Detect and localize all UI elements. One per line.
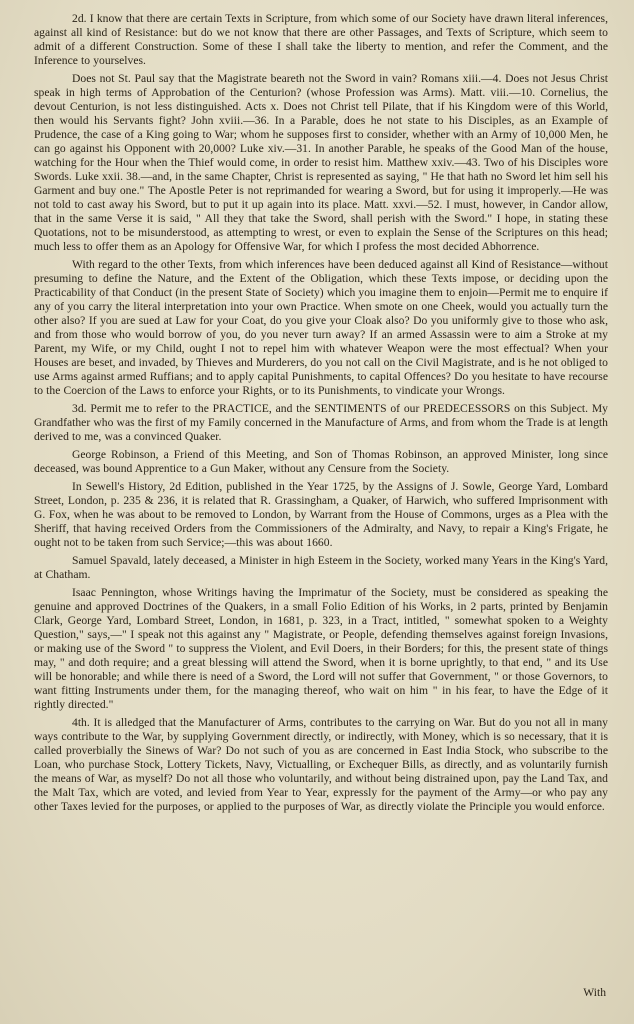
paragraph-george-robinson: George Robinson, a Friend of this Meeting, and Son of Thomas Robinson, an approved Minister, long since deceased, was bound Apprentice to a Gun Maker, without any Censure from the Society. bbox=[34, 448, 608, 475]
paragraph-other-texts: With regard to the other Texts, from which inferences have been deduced against all Kind of Resistance—without presuming to define the Nature, and the Extent of the Obligation, which these Texts impose, or deciding upon the Practicability of that Conduct (in the present State of Society) which you imagine them to enjoin—Permit me to enquire if any of you carry the literal interpretation into your own Practice. When smote on one Cheek, would you actually turn the other also? If you are sued at Law for your Coat, do you give your Cloak also? Do you uniformly give to those who ask, and from those who would borrow of you, do you never turn away? If an armed Assassin were to aim a Stroke at my Parent, my Wife, or my Child, ought I not to repel him with whatever Weapon were the most effectual? When your Houses are beset, and invaded, by Thieves and Murderers, do you not call on the Civil Magistrate, and is he not obliged to use Arms against armed Ruffians; and to apply capital Punishments, to capital Offences? Do you hesitate to have recourse to the Coercion of the Laws to enforce your Rights, or to its Punishments, to vindicate your Wrongs. bbox=[34, 258, 608, 397]
paragraph-second-point: 2d. I know that there are certain Texts in Scripture, from which some of our Society have drawn literal inferences, against all kind of Resistance: but do we not know that there are other Passages, and Texts of Scripture, which seem to admit of a different Construction. Some of these I shall take the liberty to mention, and refer the Comment, and the Inference to yourselves. bbox=[34, 12, 608, 67]
paragraph-fourth-point: 4th. It is alledged that the Manufacturer of Arms, contributes to the carrying on War. But do you not all in many ways contribute to the War, by supplying Government directly, or indirectly, with Money, which is so necessary, that it is called proverbially the Sinews of War? Do not such of you as are concerned in East India Stock, who subscribe to the Loan, who purchase Stock, Lottery Tickets, Navy, Victualling, or Exchequer Bills, as directly, and as voluntarily furnish the means of War, as myself? Do not all those who voluntarily, and without being distrained upon, pay the Land Tax, and the Malt Tax, which are voted, and levied from Year to Year, expressly for the payment of the Army—or who pay any other Taxes levied for the purposes, or applied to the purposes of War, as directly violate the Principle you would enforce. bbox=[34, 716, 608, 813]
paragraph-scripture-examples: Does not St. Paul say that the Magistrate beareth not the Sword in vain? Romans xiii.—4. Does not Jesus Christ speak in high terms of Approbation of the Centurion? (whose Profession was Arms). Matt. viii.—10. Cornelius, the devout Centurion, is not less distinguished. Acts x. Does not Christ tell Pilate, that if his Kingdom were of this World, then would his Servants fight? John xviii.—36. In a Parable, does he not state to his Disciples, as an Example of Prudence, the case of a King going to War; whom he supposes first to consider, whether with an Army of 10,000 Men, he can go against his Opponent with 20,000? Luke xiv.—31. In another Parable, he speaks of the Good Man of the house, watching for the Hour when the Thief would come, in order to resist him. Matthew xxiv.—43. Two of his Disciples wore Swords. Luke xxii. 38.—and, in the same Chapter, Christ is represented as saying, " He that hath no Sword let him sell his Garment and buy one." The Apostle Peter is not reprimanded for wearing a Sword, but for using it improperly.—He was not told to cast away his Sword, but to put it up again into its place. Matt. xxvi.—52. I must, however, in Candor allow, that in the same Verse it is said, " All they that take the Sword, shall perish with the Sword." I hope, in stating these Quotations, not to be misunderstood, as attempting to wrest, or even to explain the Sense of the Scriptures on this head; much less to offer them as an Apology for Offensive War, for which I profess the most decided Abhorrence. bbox=[34, 72, 608, 253]
paragraph-third-point: 3d. Permit me to refer to the PRACTICE, and the SENTIMENTS of our PREDECESSORS on this Subject. My Grandfather who was the first of my Family concerned in the Manufacture of Arms, and from whom the Trade is at length derived to me, was a convinced Quaker. bbox=[34, 402, 608, 443]
paragraph-samuel-spavald: Samuel Spavald, lately deceased, a Minister in high Esteem in the Society, worked many Years in the King's Yard, at Chatham. bbox=[34, 554, 608, 581]
catchword: With bbox=[583, 986, 606, 999]
paragraph-isaac-pennington: Isaac Pennington, whose Writings having the Imprimatur of the Society, must be considered as speaking the genuine and approved Doctrines of the Quakers, in a small Folio Edition of his Works, in 2 parts, printed by Benjamin Clark, George Yard, Lombard Street, London, in 1681, p. 323, in a Tract, intitled, " somewhat spoken to a Weighty Question," says,—" I speak not this against any " Magistrate, or People, defending themselves against foreign Invasions, or making use of the Sword " to suppress the Violent, and Evil Doers, in their Borders; for this, the present state of things may, " and doth require; and a great blessing will attend the Sword, when it is borne uprightly, to that end, " and its Use will be honorable; and while there is need of a Sword, the Lord will not suffer that Government, " or those Governors, to want fitting Instruments under them, for the managing thereof, who wait on him " in his fear, to have the Edge of it rightly directed." bbox=[34, 586, 608, 711]
paragraph-sewell-history: In Sewell's History, 2d Edition, published in the Year 1725, by the Assigns of J. Sowle, George Yard, Lombard Street, London, p. 235 & 236, it is related that R. Grassingham, a Quaker, of Harwich, who suffered Imprisonment with G. Fox, when he was about to be removed to London, by Warrant from the House of Commons, urges as a Plea with the Sheriff, that having received Orders from the Commissioners of the Admiralty, and Navy, to repair a King's Frigate, he ought not to be taken from such Service;—this was about 1660. bbox=[34, 480, 608, 549]
